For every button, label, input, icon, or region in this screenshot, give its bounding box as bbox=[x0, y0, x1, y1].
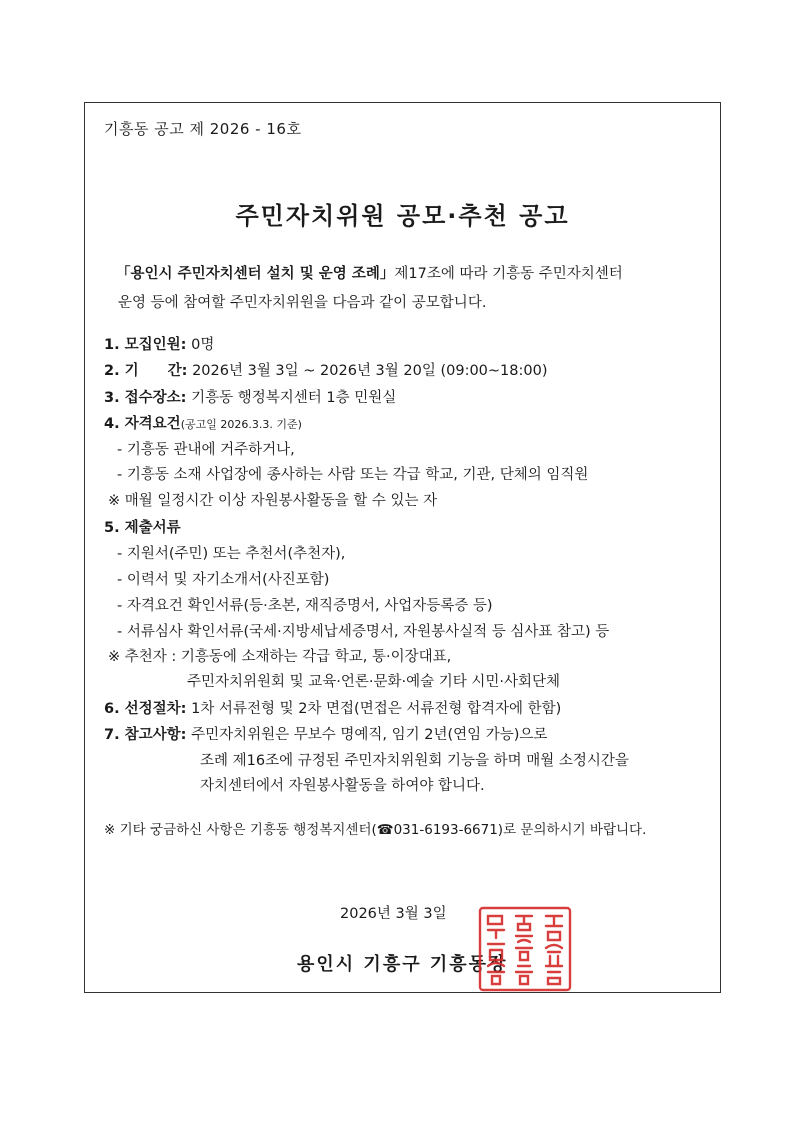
item-period-head: 2. 기 간: bbox=[104, 363, 188, 379]
item-qualification bbox=[104, 412, 302, 433]
item-recruit bbox=[104, 333, 214, 354]
document-title: 주민자치위원 공모·추천 공고 bbox=[235, 202, 570, 230]
qualification-line: - 기흥동 관내에 거주하거나, bbox=[117, 442, 295, 458]
documents-line: - 이력서 및 자기소개서(사진포함) bbox=[117, 572, 330, 588]
recommender-line-2: 주민자치위원회 및 교육·언론·문화·예술 기타 시민·사회단체 bbox=[187, 674, 561, 690]
intro-paragraph bbox=[116, 260, 696, 318]
intro-line-1-rest: 제17조에 따라 기흥동 주민자치센터 bbox=[394, 266, 623, 282]
item-place-head: 3. 접수장소: bbox=[104, 390, 187, 406]
item-reference-head: 7. 참고사항: bbox=[104, 727, 187, 743]
item-reference bbox=[104, 723, 547, 744]
issuer-name: 용인시 기흥구 기흥동장 bbox=[297, 954, 508, 975]
intro-line-2: 운영 등에 참여할 주민자치위원을 다음과 같이 공모합니다. bbox=[118, 295, 487, 311]
item-selection-head: 6. 선정절차: bbox=[104, 701, 187, 717]
item-period-value: 2026년 3월 3일 ~ 2026년 3월 20일 (09:00~18:00) bbox=[187, 363, 548, 379]
item-place-value: 기흥동 행정복지센터 1층 민원실 bbox=[186, 390, 397, 406]
item-period bbox=[104, 359, 548, 380]
qualification-note-line: ※ 매월 일정시간 이상 자원봉사활동을 할 수 있는 자 bbox=[108, 493, 438, 509]
item-documents bbox=[104, 516, 181, 537]
ordinance-name: 「용인시 주민자치센터 설치 및 운영 조례」 bbox=[116, 266, 395, 282]
item-reference-value: 주민자치위원은 무보수 명예직, 임기 2년(연임 가능)으로 bbox=[186, 727, 548, 743]
item-selection bbox=[104, 697, 561, 718]
reference-line-3: 자치센터에서 자원봉사활동을 하여야 합니다. bbox=[200, 778, 485, 794]
item-documents-head: 5. 제출서류 bbox=[104, 520, 181, 536]
documents-line: - 지원서(주민) 또는 추천서(추천자), bbox=[117, 546, 346, 562]
official-seal-stamp bbox=[476, 904, 574, 994]
intro-line-1 bbox=[116, 260, 696, 289]
notice-number: 기흥동 공고 제 2026 - 16호 bbox=[104, 120, 302, 138]
item-recruit-value: 0명 bbox=[186, 337, 215, 353]
inquiry-note: ※ 기타 궁금하신 사항은 기흥동 행정복지센터(☎031-6193-6671)로 문의하시기 바랍니다. bbox=[104, 822, 647, 838]
documents-line: - 자격요건 확인서류(등·초본, 재직증명서, 사업자등록증 등) bbox=[117, 598, 493, 614]
item-selection-value: 1차 서류전형 및 2차 면접(면접은 서류전형 합격자에 한함) bbox=[186, 701, 562, 717]
announcement-date: 2026년 3월 3일 bbox=[340, 906, 447, 922]
reference-line-2: 조례 제16조에 규정된 주민자치위원회 기능을 하며 매월 소정시간을 bbox=[200, 753, 629, 769]
recommender-line: ※ 추천자 : 기흥동에 소재하는 각급 학교, 통·이장대표, bbox=[108, 649, 452, 665]
item-recruit-head: 1. 모집인원: bbox=[104, 337, 187, 353]
documents-line: - 서류심사 확인서류(국세·지방세납세증명서, 자원봉사실적 등 심사표 참고) 등 bbox=[117, 624, 610, 640]
item-qualification-head: 4. 자격요건 bbox=[104, 416, 181, 432]
item-qualification-note: (공고일 2026.3.3. 기준) bbox=[180, 418, 302, 431]
qualification-line: - 기흥동 소재 사업장에 종사하는 사람 또는 각급 학교, 기관, 단체의 임직원 bbox=[117, 467, 589, 483]
item-place bbox=[104, 386, 396, 407]
